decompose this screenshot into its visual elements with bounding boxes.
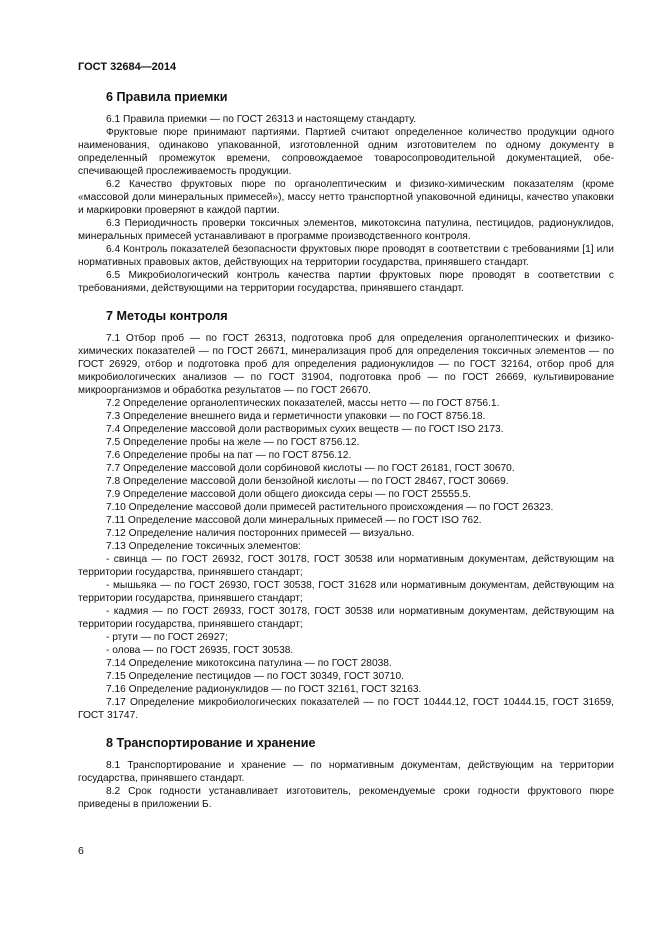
list-item-arsenic: - мышьяка — по ГОСТ 26930, ГОСТ 30538, ГОСТ 31628 или нормативным документам, действующим на территории государства, принявшего стандарт; — [78, 580, 614, 604]
section-8 — [78, 736, 614, 811]
document-body — [78, 90, 614, 811]
paragraph-7-8: 7.8 Определение массовой доли бензойной кислоты — по ГОСТ 28467, ГОСТ 30669. — [106, 476, 509, 487]
page-number: 6 — [78, 845, 84, 857]
list-item-cadmium: - кадмия — по ГОСТ 26933, ГОСТ 30178, ГОСТ 30538 или нормативным документам, действующим на территории государства, принявшего стандарт; — [78, 606, 614, 630]
paragraph-6-2: 6.2 Качество фруктовых пюре по органолептическим и физико-химическим показателям (кроме «массовой доли минеральных примесей»), массу нетто транспортной упаковочной единицы, качество упаковки и маркировки проверяют в каждой партии. — [78, 179, 614, 216]
paragraph-6-5: 6.5 Микробиологический контроль качества партии фруктовых пюре проводят в соответствии с требованиями, действующими на территории государства, принявшего стандарт. — [78, 270, 614, 294]
paragraph-8-1: 8.1 Транспортирование и хранение — по нормативным документам, действующим на территории государства, принявшего стандарт. — [78, 760, 614, 784]
paragraph-7-16: 7.16 Определение радионуклидов — по ГОСТ 32161, ГОСТ 32163. — [106, 684, 422, 695]
paragraph-7-13: 7.13 Определение токсичных элементов: — [106, 541, 301, 552]
paragraph-7-1: 7.1 Отбор проб — по ГОСТ 26313, подготовка проб для определения органолептических и физико-химических показателей — по ГОСТ 26671, минерализация проб для определения токсичных элементов — по ГОСТ 26929, отбор и подготовка проб для определения радионуклидов — по ГОСТ 32164, отбор проб для микробиологических анализов — по ГОСТ 31904, подготовка проб — по ГОСТ 26669, культивирование микроорганизмов и обработка результатов — по ГОСТ 26670. — [78, 333, 614, 396]
section-title: 7 Методы контроля — [106, 309, 228, 323]
paragraph-7-5: 7.5 Определение пробы на желе — по ГОСТ 8756.12. — [106, 437, 360, 448]
paragraph-7-2: 7.2 Определение органолептических показателей, массы нетто — по ГОСТ 8756.1. — [106, 398, 500, 409]
paragraph-8-2: 8.2 Срок годности устанавливает изготовитель, рекомендуемые сроки годности фруктового пюре приведены в приложении Б. — [78, 786, 614, 810]
section-title: 8 Транспортирование и хранение — [106, 736, 316, 750]
paragraph-7-12: 7.12 Определение наличия посторонних примесей — визуально. — [106, 528, 415, 539]
paragraph-lots: Фруктовые пюре принимают партиями. Партией считают определенное количество продукции одного наименования, одинаково упакованной, изготовленной одним изготовителем по одному документу в определенный промежуток времени, сопровождаемое товаросопроводительной документацией, обеспечивающей прослеживаемость продукции. — [78, 127, 614, 177]
list-item-lead: - свинца — по ГОСТ 26932, ГОСТ 30178, ГОСТ 30538 или нормативным документам, действующим на территории государства, принявшего стандарт; — [78, 554, 614, 578]
paragraph-7-7: 7.7 Определение массовой доли сорбиновой кислоты — по ГОСТ 26181, ГОСТ 30670. — [106, 463, 515, 474]
document-header: ГОСТ 32684—2014 — [78, 61, 177, 73]
paragraph-7-4: 7.4 Определение массовой доли растворимых сухих веществ — по ГОСТ ISO 2173. — [106, 424, 504, 435]
list-item-tin: - олова — по ГОСТ 26935, ГОСТ 30538. — [106, 645, 294, 656]
paragraph-7-11: 7.11 Определение массовой доли минеральных примесей — по ГОСТ ISO 762. — [106, 515, 482, 526]
paragraph-6-1: 6.1 Правила приемки — по ГОСТ 26313 и настоящему стандарту. — [106, 114, 417, 125]
paragraph-7-3: 7.3 Определение внешнего вида и герметичности упаковки — по ГОСТ 8756.18. — [106, 411, 486, 422]
paragraph-6-4: 6.4 Контроль показателей безопасности фруктовых пюре проводят в соответствии с требованиями [1] или нормативных правовых актов, действующих на территории государства, принявшего стандарт. — [78, 244, 614, 268]
list-item-mercury: - ртути — по ГОСТ 26927; — [106, 632, 228, 643]
paragraph-7-6: 7.6 Определение пробы на пат — по ГОСТ 8756.12. — [106, 450, 352, 461]
section-title: 6 Правила приемки — [106, 90, 228, 104]
paragraph-7-14: 7.14 Определение микотоксина патулина — по ГОСТ 28038. — [106, 658, 392, 669]
paragraph-7-9: 7.9 Определение массовой доли общего диоксида серы — по ГОСТ 25555.5. — [106, 489, 471, 500]
paragraph-7-17: 7.17 Определение микробиологических показателей — по ГОСТ 10444.12, ГОСТ 10444.15, ГОСТ 31659, ГОСТ 31747. — [78, 697, 614, 721]
section-7 — [78, 309, 614, 722]
section-6 — [78, 90, 614, 295]
paragraph-6-3: 6.3 Периодичность проверки токсичных элементов, микотоксина патулина, пестицидов, радионуклидов, минеральных примесей устанавливают в программе производственного контроля. — [78, 218, 614, 242]
paragraph-7-15: 7.15 Определение пестицидов — по ГОСТ 30349, ГОСТ 30710. — [106, 671, 404, 682]
paragraph-7-10: 7.10 Определение массовой доли примесей растительного происхождения — по ГОСТ 26323. — [106, 502, 554, 513]
